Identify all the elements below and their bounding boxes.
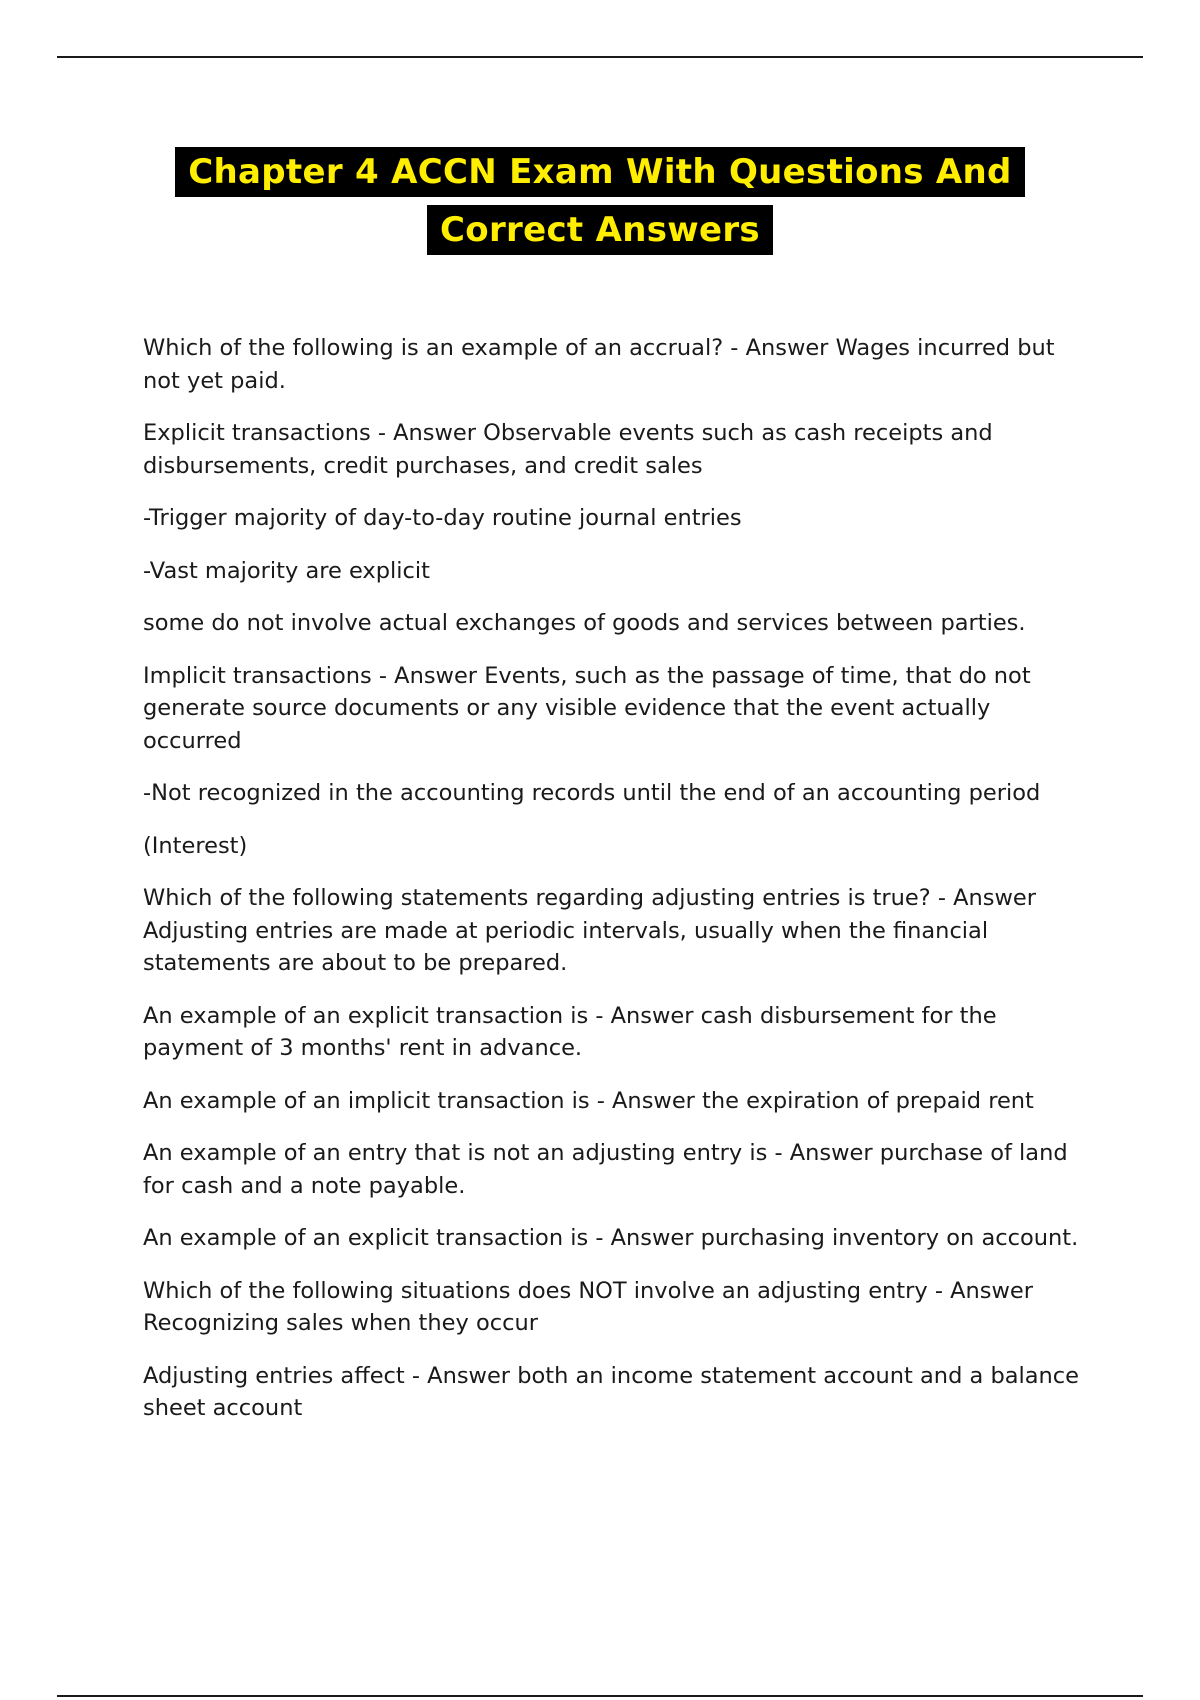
- paragraph: -Vast majority are explicit: [143, 557, 430, 584]
- paragraph: some do not involve actual exchanges of goods and services between parties.: [143, 610, 1026, 636]
- paragraph: An example of an implicit transaction is - Answer the expiration of prepaid rent: [143, 1087, 1034, 1114]
- paragraph: Explicit transactions - Answer Observable events such as cash receipts and disbursements, credit purchases, and credit sales: [143, 420, 993, 479]
- title-line-1: Chapter 4 ACCN Exam With Questions And: [175, 147, 1024, 197]
- top-rule: [57, 56, 1143, 58]
- paragraph: (Interest): [143, 832, 248, 859]
- title-line-2: Correct Answers: [427, 205, 773, 255]
- paragraph: Implicit transactions - Answer Events, such as the passage of time, that do not generate source documents or any visible evidence that the event actually occurred: [143, 662, 1031, 754]
- document-body: [143, 332, 1088, 1445]
- paragraph: -Not recognized in the accounting records until the end of an accounting period: [143, 780, 1041, 806]
- document-title: [0, 143, 1200, 259]
- paragraph: An example of an explicit transaction is - Answer purchasing inventory on account.: [143, 1225, 1079, 1251]
- paragraph: Which of the following statements regarding adjusting entries is true? - Answer Adjusting entries are made at periodic intervals, usually when the financial statements are about to be prepared.: [143, 885, 1036, 976]
- bottom-rule: [57, 1695, 1143, 1697]
- paragraph: Adjusting entries affect - Answer both an income statement account and a balance sheet account: [143, 1362, 1080, 1421]
- paragraph: Which of the following is an example of an accrual? - Answer Wages incurred but not yet paid.: [143, 335, 1055, 394]
- title-line-1-wrap: [0, 143, 1200, 201]
- paragraph: An example of an explicit transaction is - Answer cash disbursement for the payment of 3 months' rent in advance.: [143, 1002, 997, 1061]
- paragraph: -Trigger majority of day-to-day routine journal entries: [143, 505, 742, 531]
- paragraph: Which of the following situations does NOT involve an adjusting entry - Answer Recognizing sales when they occur: [143, 1277, 1033, 1336]
- paragraph: An example of an entry that is not an adjusting entry is - Answer purchase of land for cash and a note payable.: [143, 1140, 1068, 1199]
- title-line-2-wrap: [0, 201, 1200, 259]
